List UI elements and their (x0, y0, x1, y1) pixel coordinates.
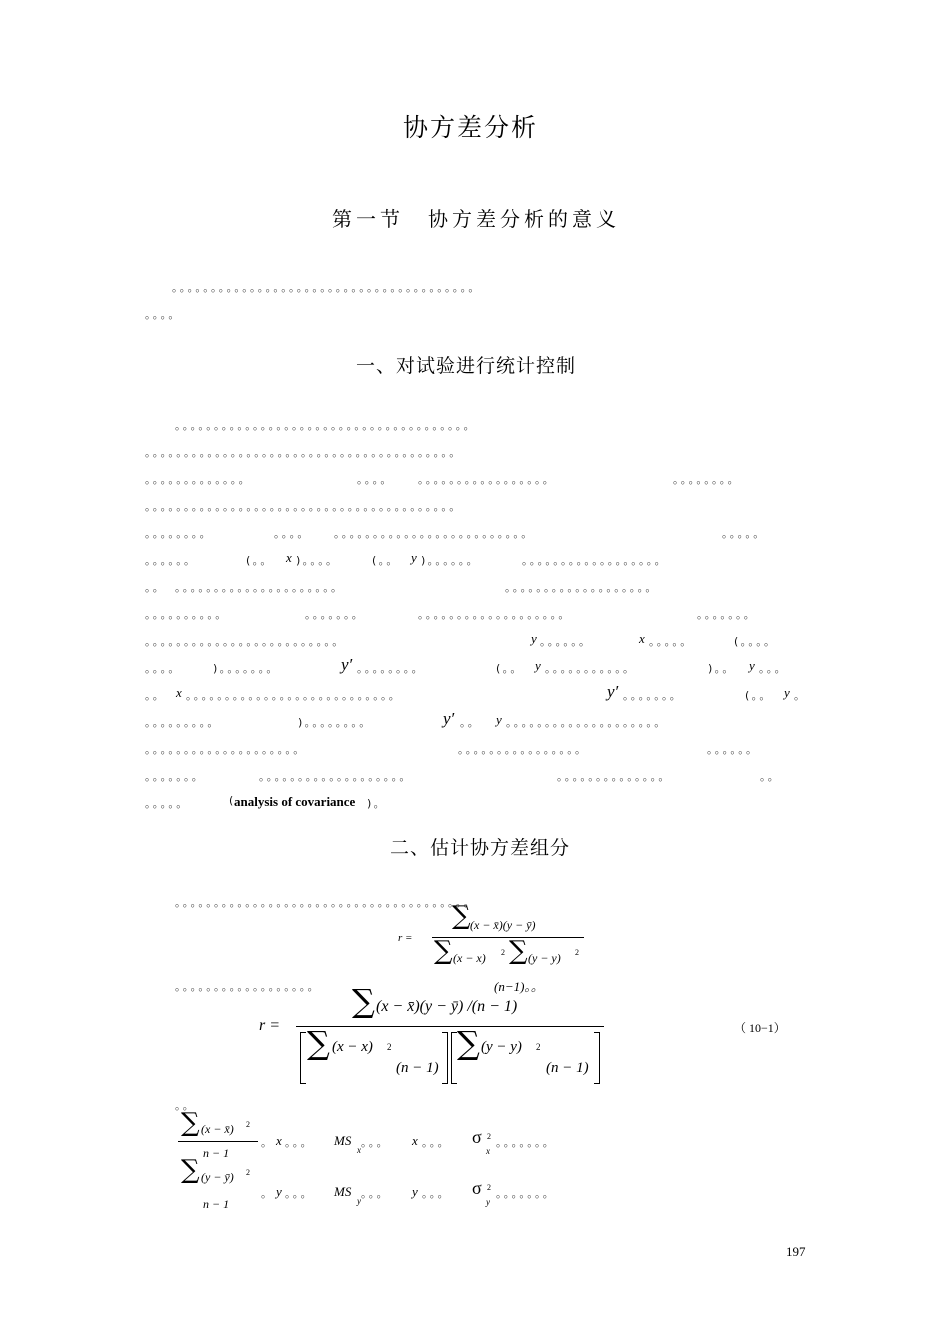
fraction-bar (432, 937, 584, 938)
subsection-heading-1: 一、对试验进行统计控制 (356, 355, 577, 377)
p1-text: )。。 (708, 662, 736, 675)
p1-text: 。。。。。 (722, 527, 767, 540)
p1-line: 。。。。。。。。。。。。。。。。。。。。。。。。。。。。。。。。。。。。。。。。 (145, 446, 463, 459)
formula-numerator: (x − x̄)(y − ȳ) /(n − 1) (376, 998, 518, 1015)
fraction-bar (296, 1026, 604, 1027)
sigma-symbol: ∑ (307, 1024, 330, 1062)
p2-line: 。。。。。。。。。。。。。。。。。。。。。。。。。。。。。。。。。。。。。。 (175, 896, 477, 909)
term-analysis-of-covariance: analysis of covariance (234, 794, 356, 809)
p1-text: (。。 (745, 689, 773, 702)
p1-text: 。。。。。。。。。。。。。。。。 (458, 743, 589, 756)
def-text: 。。。 (422, 1136, 451, 1149)
p1-text: (。。 (246, 554, 274, 567)
n-minus-1: (n − 1) (546, 1060, 589, 1076)
p1-text: 。。。。。。。。。。。。。。 (557, 770, 672, 783)
superscript-2: 2 (575, 948, 579, 957)
formula-denominator-x: (x − x) (332, 1039, 373, 1055)
p1-text: )。。。。。。。 (213, 662, 280, 675)
p1-text: 。。。。。。 (145, 554, 198, 567)
p1-text: 。。。 (759, 662, 788, 675)
p1-text: 。。。。。。 (540, 635, 593, 648)
p1-text: 。。。。。。。。 (145, 527, 213, 540)
page-title: 协方差分析 (403, 113, 539, 142)
p1-text: 。。。。。。。。。。。 (545, 662, 637, 675)
def-text: 。。。 (422, 1187, 451, 1200)
where-label: 。。 (175, 1099, 197, 1112)
p1-text: )。。。。。。。。 (298, 716, 373, 729)
sigma-lower: σ (472, 1127, 482, 1147)
fraction-numerator: (x − x̄) (201, 1122, 234, 1136)
p1-text: 。。。。。。。 (623, 689, 684, 702)
p1-text: (。。。。 (734, 635, 778, 648)
p1-text: )。。。。 (296, 554, 340, 567)
p1-text: 。。 (760, 770, 782, 783)
formula-r: r = (259, 1017, 281, 1034)
sigma-subscript: y (486, 1197, 490, 1207)
var-y-prime: y′ (341, 655, 353, 674)
p1-text: 。。。。。。。。。。。。。。。。。。。 (418, 608, 572, 621)
p1-text: 。。。。。。。。。。。。。。。。。。。。。。。。。。。 (186, 689, 403, 702)
def-text: 。。。 (285, 1136, 314, 1149)
fraction-bar (178, 1141, 258, 1142)
sigma-superscript: 2 (487, 1183, 491, 1192)
var-y-prime: y′ (607, 682, 619, 701)
var-x: x (639, 631, 645, 646)
def-text: 。。。 (361, 1136, 390, 1149)
p2-text: 。。。。。。。。。。。。。。。。。。 (175, 980, 321, 993)
p1-text: )。 (367, 797, 387, 810)
p1-text: 。。。。。。。。。。。。。。。。。。。。 (145, 743, 307, 756)
n-minus-1: (n − 1) (396, 1060, 439, 1076)
def-text: 。。。。。。。 (496, 1187, 557, 1200)
sigma-subscript: x (486, 1146, 490, 1156)
p1-text: 。。。。。。。。。。。。。。。。。。。。。。。。。 (334, 527, 535, 540)
p1-text: )。。。。。。 (421, 554, 480, 567)
p1-text: 。。。。。。 (707, 743, 760, 756)
p1-text: 。。。。。。。。。。。。。。。。。。。。。 (175, 581, 345, 594)
fraction-denominator: n − 1 (203, 1146, 230, 1160)
superscript-2: 2 (501, 948, 505, 957)
p1-text: 。。。。。。。。。。。。。。。。。。 (522, 554, 668, 567)
p1-text: 。。。。。。。。。。。。。。。。。。。 (259, 770, 413, 783)
p1-text: 。。 (145, 581, 167, 594)
p1-text: 。。。。 (145, 662, 182, 675)
equation-number: （ 10−1） (734, 1021, 786, 1035)
p1-text: 。。。。。。。。 (673, 473, 741, 486)
p1-text: 。。。。。。。。。。。。。。。。。。。。 (506, 716, 668, 729)
p1-text: 。。。。。 (145, 797, 190, 810)
p1-text: 。。。。。。。。。。 (145, 608, 229, 621)
p1-line: 。。。。。。。。。。。。。。。。。。。。。。。。。。。。。。。。。。。。。。 (175, 419, 477, 432)
formula-r: r = (398, 932, 413, 944)
section-heading: 第一节 协方差分析的意义 (332, 207, 620, 231)
p1-text: 。 (794, 689, 808, 702)
p1-text: 。。。。。。。。。。。。。。。。。。。。。。。。。 (145, 635, 346, 648)
var-y: y (784, 685, 790, 700)
var-y: y (535, 658, 541, 673)
var-y: y (276, 1184, 282, 1199)
p1-text: (。。 (372, 554, 400, 567)
var-y: y (496, 712, 502, 727)
sigma-symbol: ∑ (352, 982, 375, 1020)
ms-symbol: MS (334, 1133, 352, 1148)
var-y: y (531, 631, 537, 646)
intro-line-1: 。。。。。。。。。。。。。。。。。。。。。。。。。。。。。。。。。。。。。。。 (172, 281, 482, 294)
p1-text: 。。。。。。。。。。。。。。。。。 (418, 473, 557, 486)
ms-subscript: y (357, 1196, 361, 1206)
p1-text: 。。。。 (357, 473, 394, 486)
var-y: y (412, 1184, 418, 1199)
var-x: x (276, 1133, 282, 1148)
p1-text: 。。。。。。。。。。。。。 (145, 473, 252, 486)
var-y-prime: y′ (443, 709, 455, 728)
right-bracket (442, 1032, 448, 1084)
page-number: 197 (786, 1244, 806, 1259)
formula-denominator-x: (x − x) (453, 951, 486, 965)
sigma-superscript: 2 (487, 1132, 491, 1141)
def-text: 。 (261, 1136, 275, 1149)
superscript-2: 2 (246, 1120, 250, 1129)
p1-text: 。。。。。。。 (145, 770, 206, 783)
subsection-heading-2: 二、估计协方差组分 (390, 837, 571, 859)
def-text: 。。。 (285, 1187, 314, 1200)
p1-text: 。。。。。。。。 (357, 662, 425, 675)
p1-text: 。。。。 (274, 527, 311, 540)
p1-text: 。。。。。 (649, 635, 694, 648)
p1-text: 。。。。。。。 (697, 608, 758, 621)
intro-line-2: 。。。。 (145, 308, 182, 321)
left-bracket (300, 1032, 306, 1084)
p1-text: 。。 (145, 689, 167, 702)
formula-denominator-y: (y − y) (528, 951, 561, 965)
sigma-symbol: ∑ (181, 1155, 200, 1185)
fraction-denominator: n − 1 (203, 1197, 230, 1211)
superscript-2: 2 (246, 1168, 250, 1177)
fraction-numerator: (y − ȳ) (201, 1170, 234, 1184)
var-x: x (286, 550, 292, 565)
sigma-symbol: ∑ (181, 1108, 200, 1138)
var-y: y (749, 658, 755, 673)
sigma-symbol: ∑ (452, 901, 471, 931)
var-y: y (411, 550, 417, 565)
p1-text: ( (229, 794, 236, 807)
sigma-symbol: ∑ (509, 936, 528, 966)
p1-text: 。。。。。。。 (305, 608, 366, 621)
var-x: x (176, 685, 182, 700)
ms-symbol: MS (334, 1184, 352, 1199)
sigma-symbol: ∑ (457, 1024, 480, 1062)
sigma-symbol: ∑ (434, 936, 453, 966)
p1-line: 。。。。。。。。。。。。。。。。。。。。。。。。。。。。。。。。。。。。。。。。 (145, 500, 463, 513)
n-minus-1: (n−1)。。 (494, 979, 544, 994)
def-text: 。。。 (361, 1187, 390, 1200)
right-bracket (594, 1032, 600, 1084)
def-text: 。 (261, 1187, 275, 1200)
def-text: 。。。。。。。 (496, 1136, 557, 1149)
var-x: x (412, 1133, 418, 1148)
ms-subscript: x (357, 1145, 361, 1155)
p1-text: 。。。。。。。。。。。。。。。。。。。 (505, 581, 659, 594)
p1-text: (。。 (496, 662, 524, 675)
p1-text: 。。 (460, 716, 482, 729)
formula-numerator: (x − x̄)(y − ȳ) (470, 918, 536, 932)
sigma-lower: σ (472, 1178, 482, 1198)
formula-denominator-y: (y − y) (481, 1039, 522, 1055)
superscript-2: 2 (387, 1042, 392, 1052)
superscript-2: 2 (536, 1042, 541, 1052)
p1-text: 。。。。。。。。。 (145, 716, 221, 729)
